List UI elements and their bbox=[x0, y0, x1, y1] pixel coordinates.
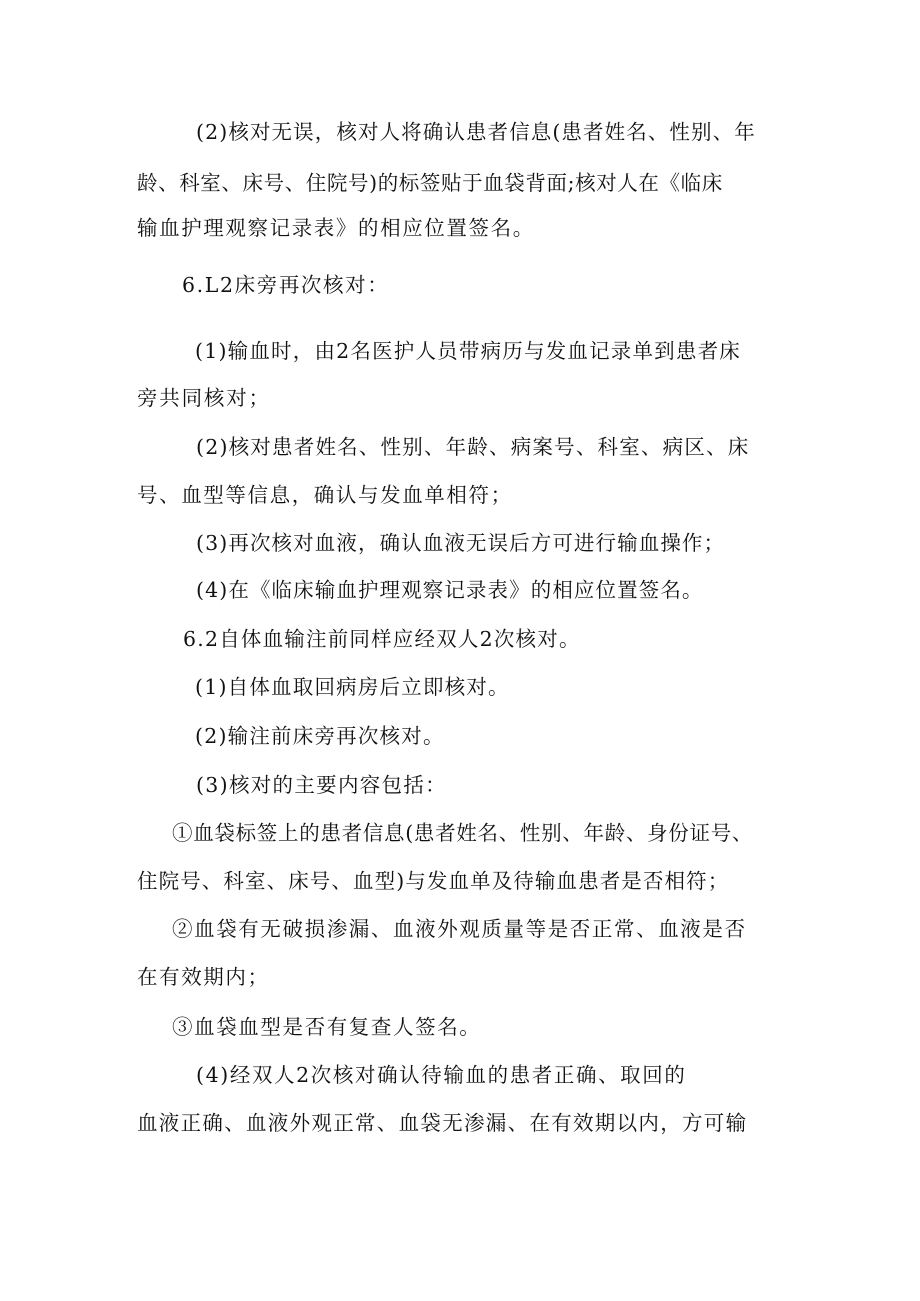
text-line: 旁共同核对； bbox=[137, 386, 271, 410]
text-line: ③血袋血型是否有复查人签名。 bbox=[172, 1015, 482, 1039]
text-line: 号、血型等信息，确认与发血单相符； bbox=[137, 483, 513, 507]
text-line: (4)经双人2次核对确认待输血的患者正确、取回的 bbox=[196, 1063, 687, 1087]
text-line: (4)在《临床输血护理观察记录表》的相应位置签名。 bbox=[196, 578, 704, 602]
text-line: 在有效期内； bbox=[137, 965, 270, 989]
text-line: 龄、科室、床号、住院号)的标签贴于血袋背面;核对人在《临床 bbox=[137, 171, 723, 195]
section-heading: 6.2自体血输注前同样应经双人2次核对。 bbox=[183, 627, 581, 651]
text-line: (3)再次核对血液，确认血液无误后方可进行输血操作； bbox=[196, 531, 726, 555]
text-line: (2)输注前床旁再次核对。 bbox=[195, 724, 445, 748]
text-line: ①血袋标签上的患者信息(患者姓名、性别、年龄、身份证号、 bbox=[172, 821, 754, 845]
text-line: 住院号、科室、床号、血型)与发血单及待输血患者是否相符； bbox=[137, 869, 730, 893]
text-line: (2)核对无误，核对人将确认患者信息(患者姓名、性别、年 bbox=[196, 120, 756, 144]
section-heading: 6.L2床旁再次核对： bbox=[182, 273, 390, 297]
text-line: ②血袋有无破损渗漏、血液外观质量等是否正常、血液是否 bbox=[172, 917, 747, 941]
text-line: 血液正确、血液外观正常、血袋无渗漏、在有效期以内，方可输 bbox=[137, 1111, 748, 1135]
text-line: 输血护理观察记录表》的相应位置签名。 bbox=[137, 216, 535, 240]
text-line: (1)输血时，由2名医护人员带病历与发血记录单到患者床 bbox=[195, 339, 741, 363]
text-line: (2)核对患者姓名、性别、年龄、病案号、科室、病区、床 bbox=[196, 435, 750, 459]
text-line: (1)自体血取回病房后立即核对。 bbox=[195, 675, 510, 699]
text-line: (3)核对的主要内容包括： bbox=[196, 773, 447, 797]
